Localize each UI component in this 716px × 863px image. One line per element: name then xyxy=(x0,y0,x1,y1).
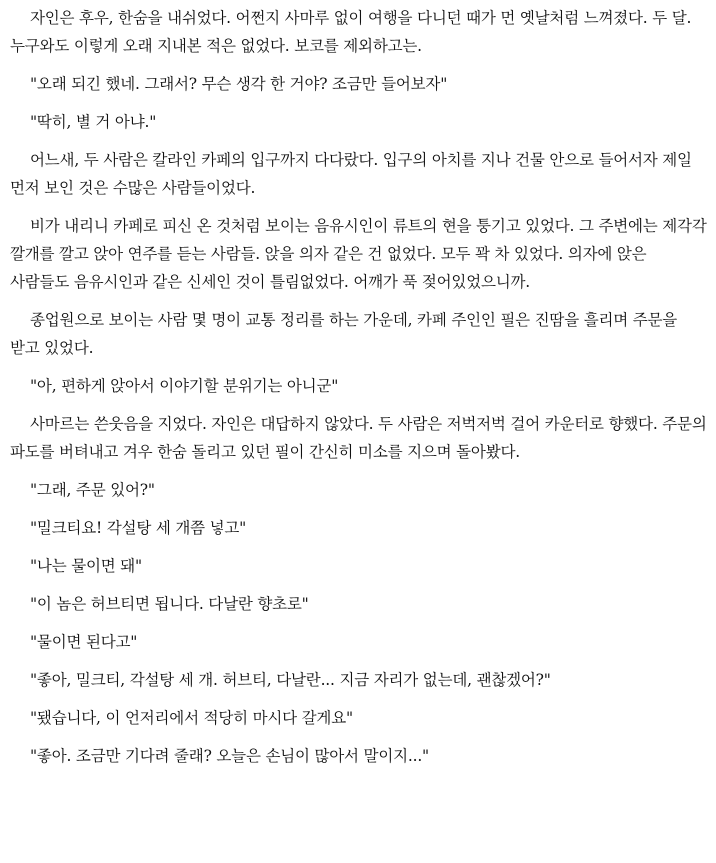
paragraph: "그래, 주문 있어?" xyxy=(30,481,155,499)
paragraph: 자인은 후우, 한숨을 내쉬었다. 어쩐지 사마루 없이 여행을 다니던 때가 먼 옛날처럼 느껴졌다. 두 달. 누구와도 이렇게 오래 지내본 적은 없었다. 보코를 제외하고는. xyxy=(10,9,692,55)
paragraph: "좋아, 밀크티, 각설탕 세 개. 허브티, 다날란... 지금 자리가 없는데, 괜찮겠어?" xyxy=(30,671,551,689)
paragraph: "이 놈은 허브티면 됩니다. 다날란 향초로" xyxy=(30,595,309,613)
paragraph: "밀크티요! 각설탕 세 개쯤 넣고" xyxy=(30,519,247,537)
paragraph: "됐습니다, 이 언저리에서 적당히 마시다 갈게요" xyxy=(30,709,353,727)
paragraph: "물이면 된다고" xyxy=(30,633,138,651)
paragraph: 종업원으로 보이는 사람 몇 명이 교통 정리를 하는 가운데, 카페 주인인 필은 진땀을 흘리며 주문을 받고 있었다. xyxy=(10,311,678,357)
paragraph: "오래 되긴 했네. 그래서? 무슨 생각 한 거야? 조금만 들어보자" xyxy=(30,75,448,93)
paragraph: "나는 물이면 돼" xyxy=(30,557,142,575)
paragraph: 어느새, 두 사람은 칼라인 카페의 입구까지 다다랐다. 입구의 아치를 지나 건물 안으로 들어서자 제일 먼저 보인 것은 수많은 사람들이었다. xyxy=(10,151,692,197)
paragraph: 비가 내리니 카페로 피신 온 것처럼 보이는 음유시인이 류트의 현을 퉁기고 있었다. 그 주변에는 제각각 깔개를 깔고 앉아 연주를 듣는 사람들. 앉을 의자 같은 건 없었다. 모두 꽉 차 있었다. 의자에 앉은 사람들도 음유시인과 같은 신세인 것이 틀림없었다. 어깨가 푹 젖어있었으니까. xyxy=(10,217,707,291)
paragraph: 사마르는 쓴웃음을 지었다. 자인은 대답하지 않았다. 두 사람은 저벅저벅 걸어 카운터로 향했다. 주문의 파도를 버텨내고 겨우 한숨 돌리고 있던 필이 간신히 미소를 지으며 돌아봤다. xyxy=(10,415,707,461)
paragraph: "아, 편하게 앉아서 이야기할 분위기는 아니군" xyxy=(30,377,339,395)
paragraph: "딱히, 별 거 아냐." xyxy=(30,113,157,131)
paragraph: "좋아. 조금만 기다려 줄래? 오늘은 손님이 많아서 말이지..." xyxy=(30,747,429,765)
